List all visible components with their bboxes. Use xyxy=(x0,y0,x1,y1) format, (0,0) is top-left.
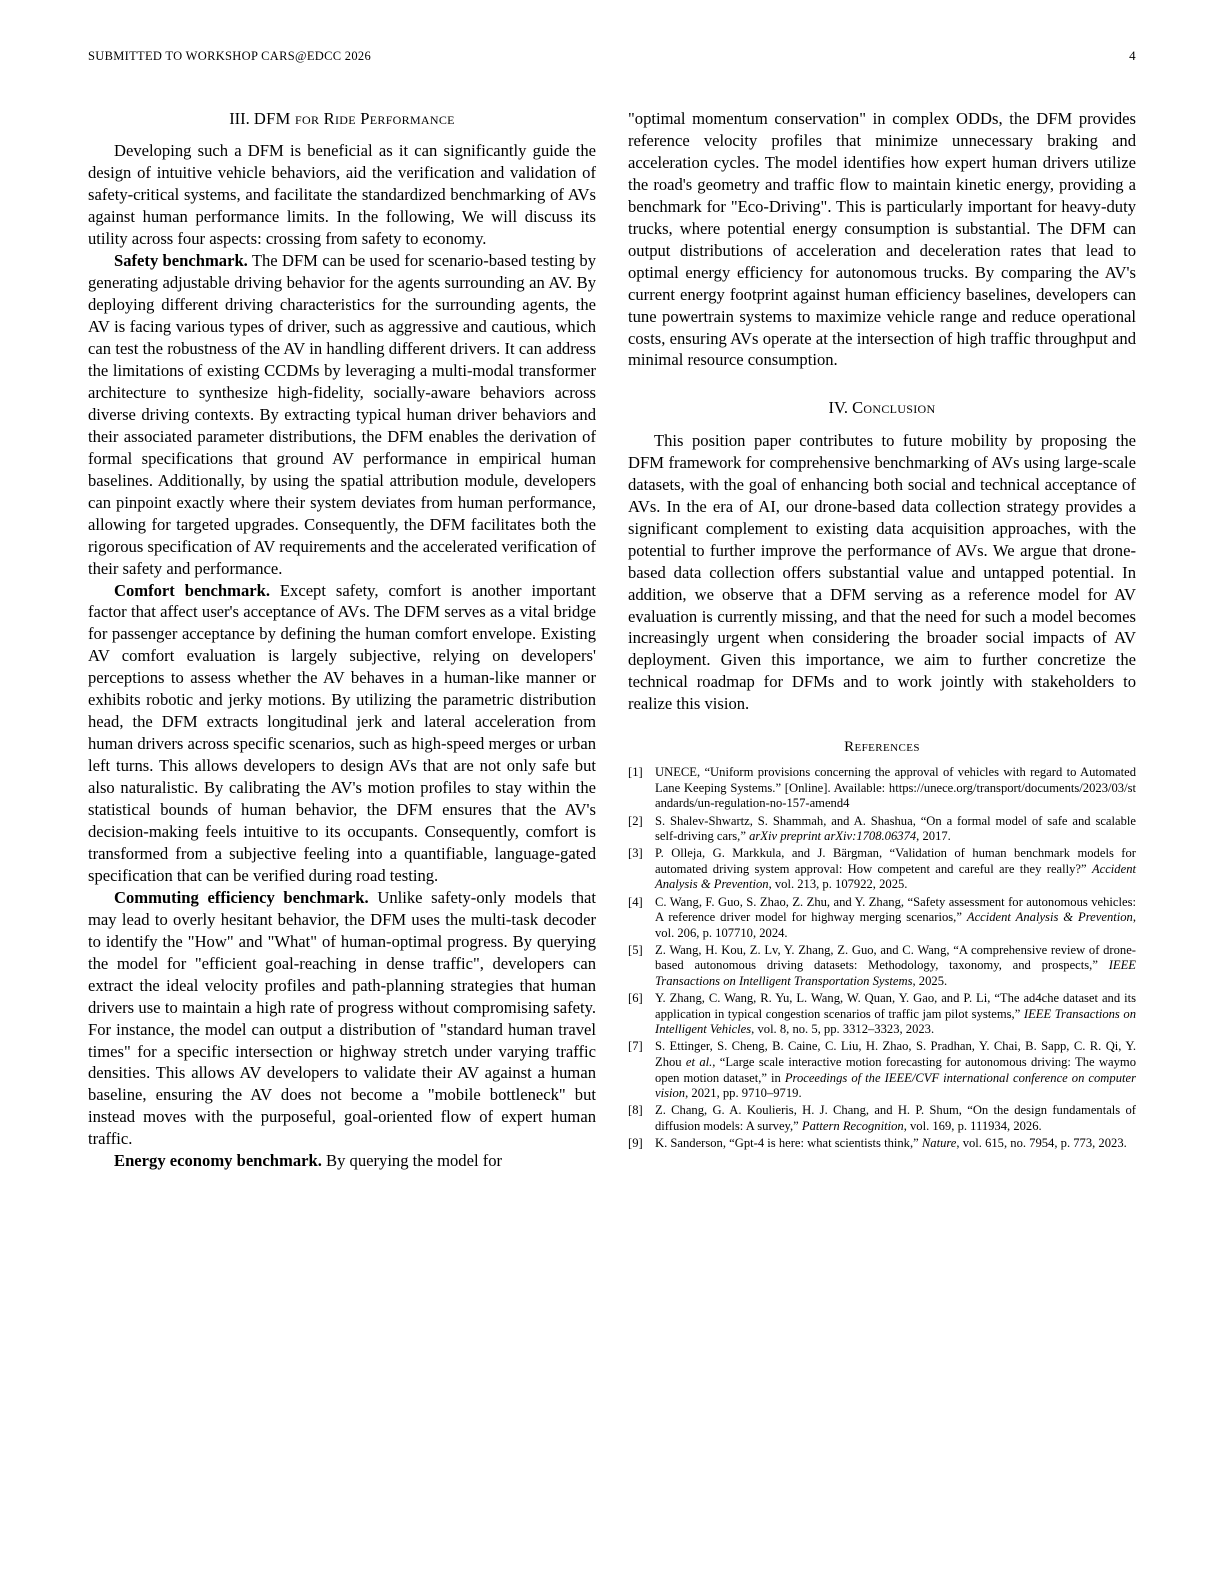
lead-in-energy: Energy economy benchmark. xyxy=(114,1151,322,1171)
reference-item xyxy=(628,814,1136,845)
right-column xyxy=(628,108,1136,1153)
reference-url[interactable]: https://unece.org/transport/documents/2023/03/standards/un-regulation-no-157-amend4 xyxy=(655,780,1136,811)
reference-number: [3] xyxy=(628,846,643,861)
running-head xyxy=(88,48,1136,64)
paragraph-energy-continuation: "optimal momentum conservation" in complex ODDs, the DFM provides reference velocity profiles that minimize unnecessary braking and acceleration cycles. The model identifies how expert human drivers utilize the road's geometry and traffic flow to maintain kinetic energy, providing a benchmark for "Eco-Driving". This is particularly important for heavy-duty trucks, where potential energy consumption is substantial. The DFM can output distributions of acceleration and deceleration rates that lead to optimal energy efficiency for autonomous trucks. By comparing the AV's current energy footprint against human efficiency baselines, developers can tune powertrain systems to maximize vehicle range and reduce operational costs, ensuring AVs operate at the intersection of high traffic throughput and minimal resource consumption. xyxy=(628,109,1136,370)
reference-text: Z. Chang, G. A. Koulieris, H. J. Chang, and H. P. Shum, “On the design fundamentals of diffusion models: A survey,” Pattern Recognition, vol. 169, p. 111934, 2026. xyxy=(655,1103,1136,1133)
reference-item xyxy=(628,1039,1136,1101)
paragraph-comfort-text: Except safety, comfort is another important factor that affect user's acceptance of AVs. The DFM serves as a vital bridge for passenger acceptance by defining the human comfort envelope. Existing AV comfort evaluation is largely subjective, relying on developers' perceptions to assess whether the AV behaves in a human-like manner or exhibits robotic and jerky motions. By utilizing the parametric distribution head, the DFM extracts longitudinal jerk and lateral acceleration from human drivers across specific scenarios, such as high-speed merges or urban left turns. This allows developers to design AVs that are not only safe but also naturalistic. By calibrating the AV's motion profiles to stay within the statistical bounds of human behavior, the DFM ensures that the AV's decision-making feels intuitive to its occupants. Consequently, comfort is transformed from a subjective feeling into a quantifiable, language-gated specification that can be verified during road testing. xyxy=(88,580,596,885)
reference-text: Z. Wang, H. Kou, Z. Lv, Y. Zhang, Z. Guo, and C. Wang, “A comprehensive review of drone-based autonomous driving datasets: Methodology, taxonomy, and prospects,” IEEE Transactions on Intelligent Transportation Systems, 2025. xyxy=(655,942,1136,988)
paragraph-comfort-benchmark xyxy=(88,580,596,887)
reference-text: K. Sanderson, “Gpt-4 is here: what scientists think,” Nature, vol. 615, no. 7954, p. 773, 2023. xyxy=(655,1135,1127,1150)
lead-in-safety: Safety benchmark. xyxy=(114,251,248,271)
reference-item xyxy=(628,943,1136,990)
reference-text: P. Olleja, G. Markkula, and J. Bärgman, “Validation of human benchmark models for automated driving system approval: How competent and careful are they really?” Accident Analysis & Prevention, vol. 213, p. 107922, 2025. xyxy=(655,846,1136,892)
reference-item xyxy=(628,846,1136,893)
paragraph-energy-text: By querying the model for xyxy=(321,1151,503,1171)
references-heading: References xyxy=(844,739,920,756)
two-column-layout xyxy=(88,108,1136,1172)
reference-number: [1] xyxy=(628,765,643,780)
paragraph-commuting-benchmark xyxy=(88,887,596,1150)
lead-in-commuting: Commuting efficiency benchmark. xyxy=(114,887,369,907)
lead-in-comfort: Comfort benchmark. xyxy=(114,580,270,600)
reference-number: [4] xyxy=(628,894,643,909)
paragraph-commuting-text: Unlike safety-only models that may lead to overly hesitant behavior, the DFM uses the multi-task decoder to identify the "How" and "What" of human-optimal progress. By querying the model for "efficient goal-reaching in dense traffic", developers can extract the ideal velocity profiles and path-planning strategies that human drivers use to maintain a high rate of progress without compromising safety. For instance, the model can output a distribution of "standard human travel times" for a specific intersection or highway stretch under varying traffic densities. This allows AV developers to validate their AV against a human baseline, ensuring the AV does not become a "mobile bottleneck" but instead moves with the purposeful, goal-oriented flow of expert human traffic. xyxy=(88,887,596,1149)
reference-number: [8] xyxy=(628,1103,643,1118)
conclusion-title: Conclusion xyxy=(852,398,936,418)
reference-number: [2] xyxy=(628,813,643,828)
reference-number: [9] xyxy=(628,1135,643,1150)
paragraph-safety-text: The DFM can be used for scenario-based testing by generating adjustable driving behavior for the agents surrounding an AV. By deploying different driving characteristics for the surrounding agents, the AV is facing various types of driver, such as aggressive and cautious, which can test the robustness of the AV in handling different drivers. It can address the limitations of existing CCDMs by leveraging a multi-modal transformer architecture to synthesize high-fidelity, socially-aware behaviors across diverse driving contexts. By extracting typical human driver behaviors and their associated parameter distributions, the DFM enables the derivation of formal specifications that ground AV performance in empirical human baselines. Additionally, by using the spatial attribution module, developers can pinpoint exactly where their system deviates from human performance, allowing for targeted upgrades. Consequently, the DFM facilitates both the rigorous specification of AV requirements and the accelerated verification of their safety and performance. xyxy=(88,251,597,578)
section-heading-iii xyxy=(88,108,596,129)
running-head-title: SUBMITTED TO WORKSHOP CARS@EDCC 2026 xyxy=(88,49,371,63)
paragraph-intro xyxy=(88,140,596,250)
reference-text: Y. Zhang, C. Wang, R. Yu, L. Wang, W. Quan, Y. Gao, and P. Li, “The ad4che dataset and its application in typical congestion scenarios of traffic jam pilot systems,” IEEE Transactions on Intelligent Vehicles, vol. 8, no. 5, pp. 3312–3323, 2023. xyxy=(655,991,1137,1037)
section-number: III. xyxy=(229,109,250,128)
reference-number: [7] xyxy=(628,1039,643,1054)
paragraph-intro-text: Developing such a DFM is beneficial as it can significantly guide the design of intuitive vehicle behaviors, aid the verification and validation of safety-critical systems, and facilitate the standardized benchmarking of AVs against human performance limits. In the following, We will discuss its utility across four aspects: crossing from safety to economy. xyxy=(88,141,596,249)
reference-text: C. Wang, F. Guo, S. Zhao, Z. Zhu, and Y. Zhang, “Safety assessment for autonomous vehicles: A reference driver model for highway merging scenarios,” Accident Analysis & Prevention, vol. 206, p. 107710, 2024. xyxy=(655,894,1136,940)
left-column xyxy=(88,108,596,1172)
reference-item xyxy=(628,1103,1136,1134)
references-list xyxy=(628,765,1136,1151)
section-title: DFM for Ride Performance xyxy=(253,109,455,128)
reference-number: [6] xyxy=(628,991,643,1006)
reference-text: S. Shalev-Shwartz, S. Shammah, and A. Shashua, “On a formal model of safe and scalable self-driving cars,” arXiv preprint arXiv:1708.06374, 2017. xyxy=(655,813,1136,844)
reference-text: UNECE, “Uniform provisions concerning the approval of vehicles with regard to Automated Lane Keeping Systems.” [Online]. Available: https://unece.org/transport/documents/2023/03/standards/un-regulation-no-157-amend4 xyxy=(655,765,1136,811)
paragraph-energy-benchmark xyxy=(88,1150,596,1172)
reference-item xyxy=(628,895,1136,942)
conclusion-number: IV. xyxy=(828,398,848,418)
paragraph-conclusion: This position paper contributes to future mobility by proposing the DFM framework for comprehensive benchmarking of AVs using large-scale datasets, with the goal of enhancing both social and technical acceptance of AVs. In the era of AI, our drone-based data collection strategy provides a significant complement to existing data acquisition approaches, with the potential to further improve the performance of AVs. We argue that drone-based data collection offers substantial value and untapped potential. In addition, we observe that a DFM serving as a reference model for AV evaluation is currently missing, and that the need for such a model becomes increasingly urgent when considering the broader social impacts of AV deployment. Given this importance, we aim to further concretize the technical roadmap for DFMs and to work jointly with stakeholders to realize this vision. xyxy=(628,430,1136,714)
reference-number: [5] xyxy=(628,942,643,957)
page-number: 4 xyxy=(1129,48,1136,63)
section-heading-iv xyxy=(628,397,1136,418)
paragraph-safety-benchmark xyxy=(88,250,596,579)
reference-item xyxy=(628,765,1136,812)
reference-item xyxy=(628,991,1136,1038)
reference-text: S. Ettinger, S. Cheng, B. Caine, C. Liu, H. Zhao, S. Pradhan, Y. Chai, B. Sapp, C. R. Qi, Y. Zhou et al., “Large scale interactive motion forecasting for autonomous driving: The waymo open motion dataset,” in Proceedings of the IEEE/CVF international conference on computer vision, 2021, pp. 9710–9719. xyxy=(655,1039,1137,1101)
reference-item xyxy=(628,1136,1136,1152)
